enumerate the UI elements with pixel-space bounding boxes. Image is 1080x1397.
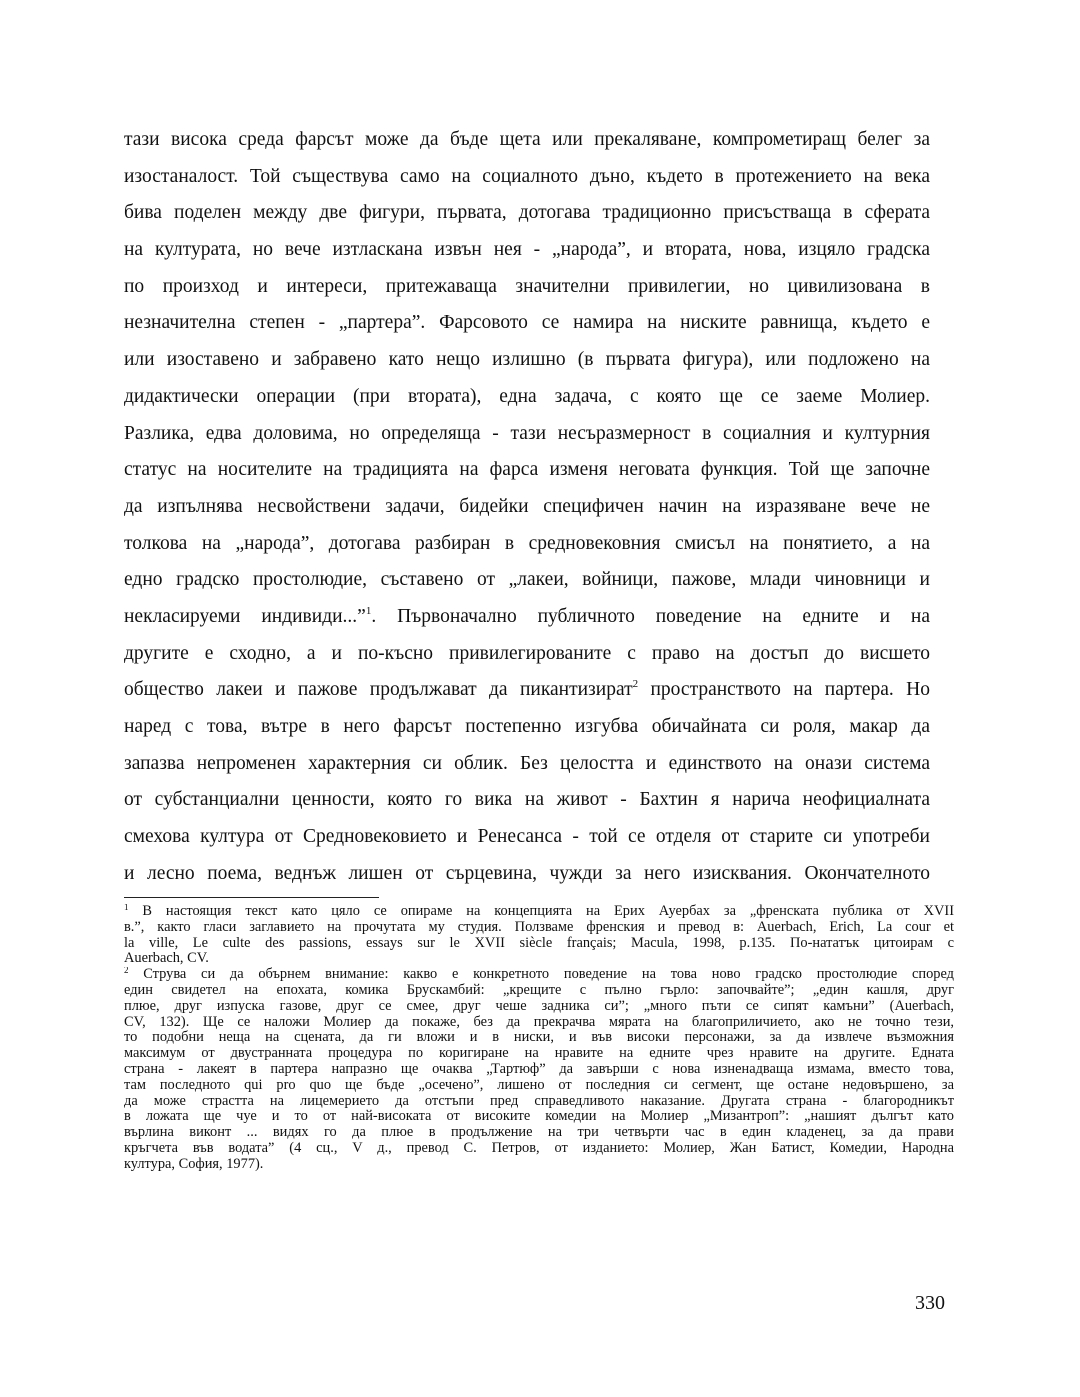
footnote-2-line: кръгчета във водата” (4 сц., V д., превод С. Петров, от изданието: Молиер, Жан Батист, Комедии, Народна (124, 1140, 954, 1156)
footnote-2-line: то подобни неща на сцената, да ги вложи и в ниски, и във високи персонажи, за да извлече възможния (124, 1030, 954, 1046)
body-line: дидактически операции (при втората), една задача, с която ще се заеме Молиер. (124, 385, 930, 407)
footnote-text: В настоящия текст като цяло се опираме на концепцията на Ерих Ауербах за „френската публика от XVII (128, 904, 954, 919)
body-line: другите е сходно, а и по-късно привилегированите с право на достъп до висшето (124, 642, 930, 664)
body-line: незначителна степен - „партера”. Фарсовото се намира на ниските равнища, където е (124, 312, 930, 334)
body-line: едно градско простолюдие, съставено от „лакеи, войници, пажове, млади чиновници и (124, 569, 930, 591)
body-line: Разлика, едва доловима, но определяща - тази несъразмерност в социалния и културния (124, 422, 930, 444)
footnote-text: Струва си да обърнем внимание: какво е конкретното поведение на това ново градско простолюдие според (128, 967, 954, 983)
body-text-segment: общество лакеи и пажове продължават да пикантизират (124, 679, 633, 701)
footnote-2-line: там последното qui pro quo ще бъде „осечено”, лишено от последния си сегмент, ще остане недовършено, за (124, 1077, 954, 1093)
body-line: толкова на „народа”, дотогава разбиран в средновековния смисъл на понятието, а на (124, 532, 930, 554)
body-line: на културата, но вече изтласкана извън нея - „народа”, и втората, нова, изцяло градска (124, 239, 930, 261)
footnote-marker-1: 1 (124, 904, 129, 912)
body-line (124, 599, 930, 636)
footnote-2-line: върлина виконт ... видях го да плюе в продължение на три четвърти час в един кладенец, за да прави (124, 1125, 954, 1141)
footnote-2-line: култура, София, 1977). (124, 1156, 264, 1172)
body-line: статус на носителите на традицията на фарса изменя неговата функция. Той ще започне (124, 459, 930, 481)
footnote-1-line: la ville, Le culte des passions, essays sur le XVII siècle français; Macula, 1998, p.135. По-нататък цитоирам с (124, 935, 954, 951)
body-line: смехова култура от Средновековието и Ренесанса - той се отделя от старите си употреби (124, 826, 930, 848)
body-line (124, 672, 930, 709)
footnote-2-line: максимум от двустранната процедура по коригиране на нравите на едните чрез нравите на другите. Едната (124, 1046, 954, 1062)
body-line: или изоставено и забравено като нещо излишно (в първата фигура), или подложено на (124, 349, 930, 371)
footnote-1-line: Auerbach, CV. (124, 951, 209, 967)
body-line: тази висока среда фарсът може да бъде щета или прекаляване, компрометиращ белег за (124, 129, 930, 150)
body-line: от субстанциални ценности, която го вика на живот - Бахтин я нарича неофициалната (124, 789, 930, 811)
body-line: да изпълнява несвойствени задачи, бидейки специфичен начин на изразяване вече не (124, 495, 930, 517)
page-number: 330 (915, 1292, 945, 1314)
footnote-1-line: в.”, както гласи заглавието на прочутата му студия. Ползваме френския и превод в: Auerbach, Erich, La cour et (124, 919, 954, 935)
footnote-divider (124, 897, 379, 898)
body-text-segment: некласируеми индивиди...” (124, 605, 366, 627)
body-line: изостаналост. Той съществува само на социалното дъно, където в протежението на века (124, 165, 930, 187)
footnote-1-line (124, 904, 954, 920)
body-text-segment: . Първоначално публичното поведение на едните и на (371, 605, 930, 627)
footnote-2-line: да може страстта на лицемерието да отстъпи пред справедливото наказание. Другата страна - благородникът (124, 1093, 954, 1109)
footnote-2-line: плюе, друг изпуска газове, друг се смее, друг чеше задника си”; „много пъти се сипят камъни” (Auerbach, (124, 998, 954, 1014)
body-text-segment: пространството на партера. Но (638, 679, 930, 701)
footnote-ref-1[interactable]: 1 (365, 604, 372, 617)
body-line: и лесно поема, веднъж лишен от сърцевина, чужди за него изисквания. Окончателното (124, 862, 930, 884)
body-line: запазва непроменен характерния си облик. Без целостта и единството на онази система (124, 752, 930, 774)
footnote-2-line: един свидетел на епохата, комика Брускамбий: „крещите с пълно гърло: започвайте”; „един кашля, друг (124, 982, 954, 998)
body-line: по произход и интереси, притежаваща значителни привилегии, но цивилизована в (124, 275, 930, 297)
footnotes (124, 904, 954, 1173)
footnote-2-line: в ложата ще чуе и то от най-високата от високите комедии на Молиер „Мизантроп”: „нашият дългът като (124, 1109, 954, 1125)
footnote-2-line: страна - лакеят в партера напразно ще очаква „Тартюф” да завърши с нова изненадваща измама, вместо това, (124, 1061, 954, 1077)
body-line: бива поделен между две фигури, първата, дотогава традиционно присъстваща в сферата (124, 202, 930, 224)
body-line: наред с това, вътре в него фарсът постепенно изгубва обичайната си роля, макар да (124, 716, 930, 737)
footnote-ref-2[interactable]: 2 (632, 678, 639, 691)
footnote-2-line (124, 967, 954, 983)
body-text (124, 122, 930, 892)
footnote-2-line: CV, 132). Ще се наложи Молиер да покаже, без да прекрачва мярата на благоприличието, ако не точно тези, (124, 1014, 954, 1030)
footnote-marker-2: 2 (124, 967, 129, 976)
